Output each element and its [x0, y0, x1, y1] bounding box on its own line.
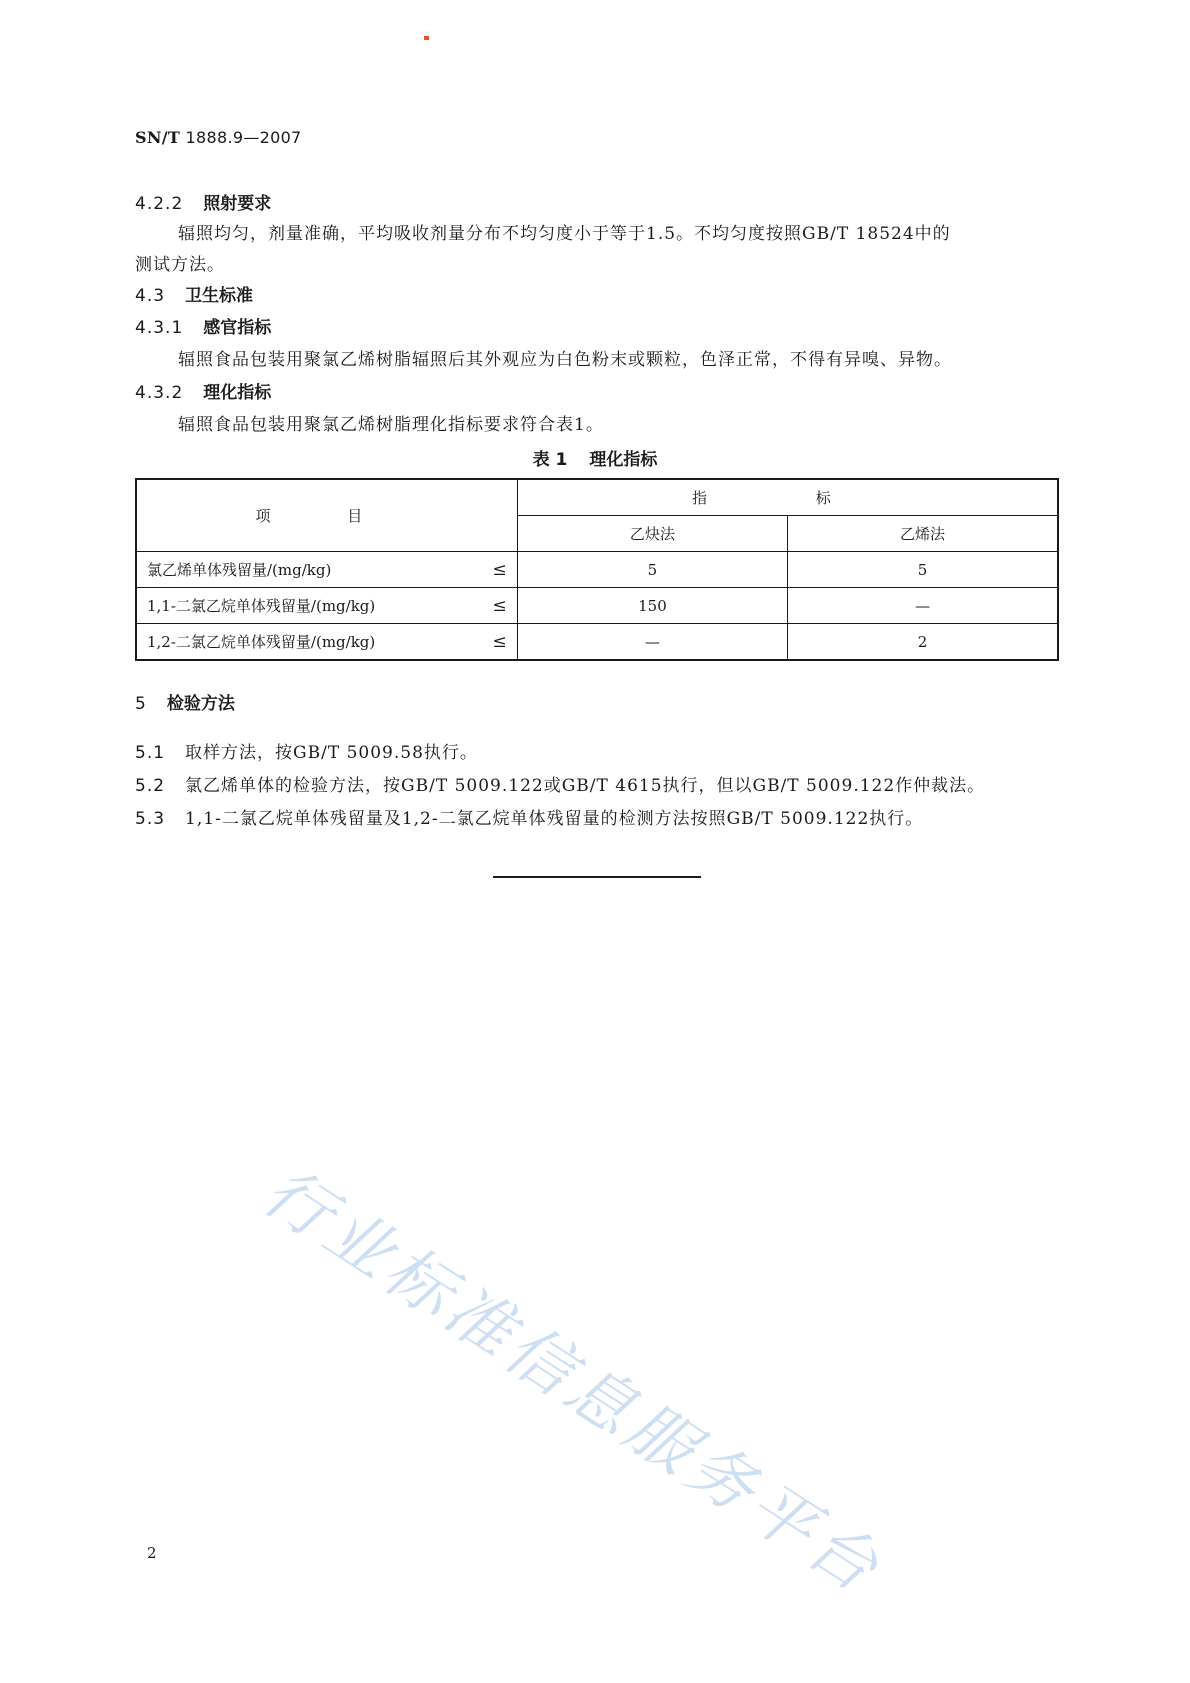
table-row: 1,1-二氯乙烷单体残留量/(mg/kg) ≤ 150 —: [136, 588, 1058, 624]
heading-4-2-2: 4.2.2 照射要求: [135, 194, 272, 214]
le-symbol: ≤: [492, 631, 507, 652]
orange-mark: [424, 36, 429, 40]
header-col-acetylene: 乙炔法: [517, 516, 787, 552]
header-index: 指 标: [517, 479, 1058, 516]
watermark: 行业标准信息服务平台: [249, 1152, 896, 1610]
method-5-1: 5.1 取样方法，按GB/T 5009.58执行。: [135, 743, 478, 763]
method-5-2: 5.2 氯乙烯单体的检验方法，按GB/T 5009.122或GB/T 4615执行，但以GB/T 5009.122作仲裁法。: [135, 776, 986, 796]
page-number: 2: [147, 1544, 157, 1562]
heading-5: 5 检验方法: [135, 694, 235, 714]
method-5-3: 5.3 1,1-二氯乙烷单体残留量及1,2-二氯乙烷单体残留量的检测方法按照GB/T 5009.122执行。: [135, 809, 924, 829]
table-row: 1,2-二氯乙烷单体残留量/(mg/kg) ≤ — 2: [136, 624, 1058, 661]
header-item: 项 目: [136, 479, 517, 552]
heading-4-3-2: 4.3.2 理化指标: [135, 383, 272, 403]
table-row: 氯乙烯单体残留量/(mg/kg) ≤ 5 5: [136, 552, 1058, 588]
paragraph-4-2-2-line1: 辐照均匀，剂量准确，平均吸收剂量分布不均匀度小于等于1.5。不均匀度按照GB/T 18524中的: [178, 224, 951, 244]
paragraph-4-2-2-line2: 测试方法。: [135, 255, 225, 275]
paragraph-4-3-1: 辐照食品包装用聚氯乙烯树脂辐照后其外观应为白色粉末或颗粒，色泽正常，不得有异嗅、异物。: [178, 350, 952, 370]
standard-number: [135, 128, 302, 147]
header-col-ethylene: 乙烯法: [788, 516, 1058, 552]
index-table: [135, 478, 1059, 661]
heading-4-3-1: 4.3.1 感官指标: [135, 318, 272, 338]
le-symbol: ≤: [492, 559, 507, 580]
standard-prefix: SN/T: [135, 128, 181, 147]
heading-4-3: 4.3 卫生标准: [135, 286, 254, 306]
end-rule: [493, 876, 701, 878]
standard-code: 1888.9—2007: [185, 128, 302, 147]
le-symbol: ≤: [492, 595, 507, 616]
paragraph-4-3-2: 辐照食品包装用聚氯乙烯树脂理化指标要求符合表1。: [178, 415, 604, 435]
table-caption: 表 1 理化指标: [532, 450, 658, 470]
